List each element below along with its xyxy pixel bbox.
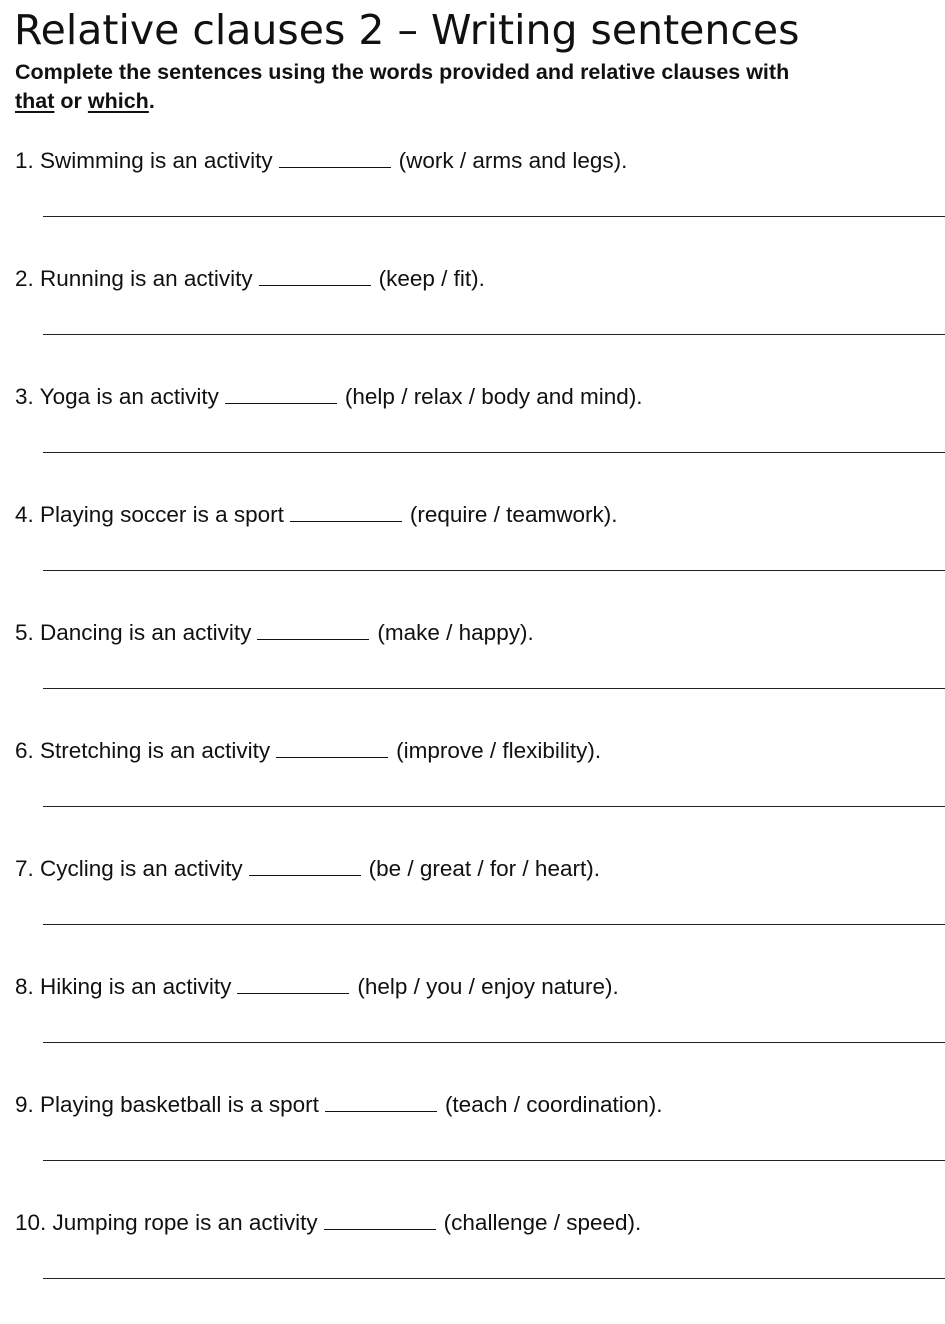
question-number: 10. bbox=[15, 1210, 47, 1235]
word-hint: (challenge / speed). bbox=[443, 1210, 642, 1235]
word-hint: (work / arms and legs). bbox=[398, 148, 628, 173]
fill-in-blank[interactable] bbox=[237, 971, 349, 994]
question-line bbox=[15, 616, 534, 650]
fill-in-blank[interactable] bbox=[325, 1089, 437, 1112]
question-stem: Swimming is an activity bbox=[40, 148, 273, 173]
question-stem: Running is an activity bbox=[40, 266, 253, 291]
question-line bbox=[15, 734, 601, 768]
question-number: 1. bbox=[15, 148, 34, 173]
word-hint: (help / relax / body and mind). bbox=[344, 384, 643, 409]
fill-in-blank[interactable] bbox=[225, 381, 337, 404]
word-hint: (keep / fit). bbox=[378, 266, 485, 291]
word-hint: (improve / flexibility). bbox=[396, 738, 602, 763]
exercise-6 bbox=[15, 734, 945, 852]
question-line bbox=[15, 1088, 663, 1122]
question-line bbox=[15, 1206, 641, 1240]
fill-in-blank[interactable] bbox=[290, 499, 402, 522]
question-number: 8. bbox=[15, 974, 34, 999]
answer-line[interactable] bbox=[43, 334, 945, 335]
answer-line[interactable] bbox=[43, 688, 945, 689]
question-number: 2. bbox=[15, 266, 34, 291]
question-number: 5. bbox=[15, 620, 34, 645]
exercise-1 bbox=[15, 144, 945, 262]
question-number: 4. bbox=[15, 502, 34, 527]
word-hint: (require / teamwork). bbox=[409, 502, 618, 527]
answer-line[interactable] bbox=[43, 570, 945, 571]
question-stem: Stretching is an activity bbox=[40, 738, 271, 763]
answer-line[interactable] bbox=[43, 806, 945, 807]
fill-in-blank[interactable] bbox=[259, 263, 371, 286]
answer-line[interactable] bbox=[43, 1042, 945, 1043]
answer-line[interactable] bbox=[43, 924, 945, 925]
exercise-10 bbox=[15, 1206, 945, 1324]
word-hint: (be / great / for / heart). bbox=[368, 856, 600, 881]
instructions-connector: or bbox=[60, 89, 82, 113]
word-hint: (help / you / enjoy nature). bbox=[357, 974, 619, 999]
instructions-text: Complete the sentences using the words provided and relative clauses with bbox=[15, 60, 790, 84]
word-hint: (make / happy). bbox=[377, 620, 534, 645]
question-stem: Jumping rope is an activity bbox=[52, 1210, 318, 1235]
keyword-which: which bbox=[87, 89, 149, 113]
question-stem: Hiking is an activity bbox=[40, 974, 232, 999]
exercise-4 bbox=[15, 498, 945, 616]
exercise-3 bbox=[15, 380, 945, 498]
fill-in-blank[interactable] bbox=[257, 617, 369, 640]
question-line bbox=[15, 498, 617, 532]
question-line bbox=[15, 380, 643, 414]
question-number: 9. bbox=[15, 1092, 34, 1117]
answer-line[interactable] bbox=[43, 452, 945, 453]
question-number: 7. bbox=[15, 856, 34, 881]
fill-in-blank[interactable] bbox=[276, 735, 388, 758]
exercise-5 bbox=[15, 616, 945, 734]
question-line bbox=[15, 970, 619, 1004]
question-stem: Yoga is an activity bbox=[39, 384, 219, 409]
question-line bbox=[15, 144, 627, 178]
answer-line[interactable] bbox=[43, 216, 945, 217]
exercise-7 bbox=[15, 852, 945, 970]
question-line bbox=[15, 262, 485, 296]
question-stem: Dancing is an activity bbox=[40, 620, 252, 645]
page-title: Relative clauses 2 – Writing sentences bbox=[14, 6, 800, 54]
exercise-2 bbox=[15, 262, 945, 380]
fill-in-blank[interactable] bbox=[249, 853, 361, 876]
question-stem: Playing soccer is a sport bbox=[40, 502, 284, 527]
word-hint: (teach / coordination). bbox=[444, 1092, 663, 1117]
answer-line[interactable] bbox=[43, 1278, 945, 1279]
fill-in-blank[interactable] bbox=[279, 145, 391, 168]
question-number: 6. bbox=[15, 738, 34, 763]
keyword-that: that bbox=[15, 89, 55, 113]
question-line bbox=[15, 852, 600, 886]
question-stem: Cycling is an activity bbox=[40, 856, 243, 881]
fill-in-blank[interactable] bbox=[324, 1207, 436, 1230]
question-stem: Playing basketball is a sport bbox=[40, 1092, 319, 1117]
answer-line[interactable] bbox=[43, 1160, 945, 1161]
instructions bbox=[15, 58, 945, 116]
instructions-punctuation: . bbox=[148, 89, 155, 113]
question-number: 3. bbox=[15, 384, 34, 409]
exercise-9 bbox=[15, 1088, 945, 1206]
exercise-8 bbox=[15, 970, 945, 1088]
